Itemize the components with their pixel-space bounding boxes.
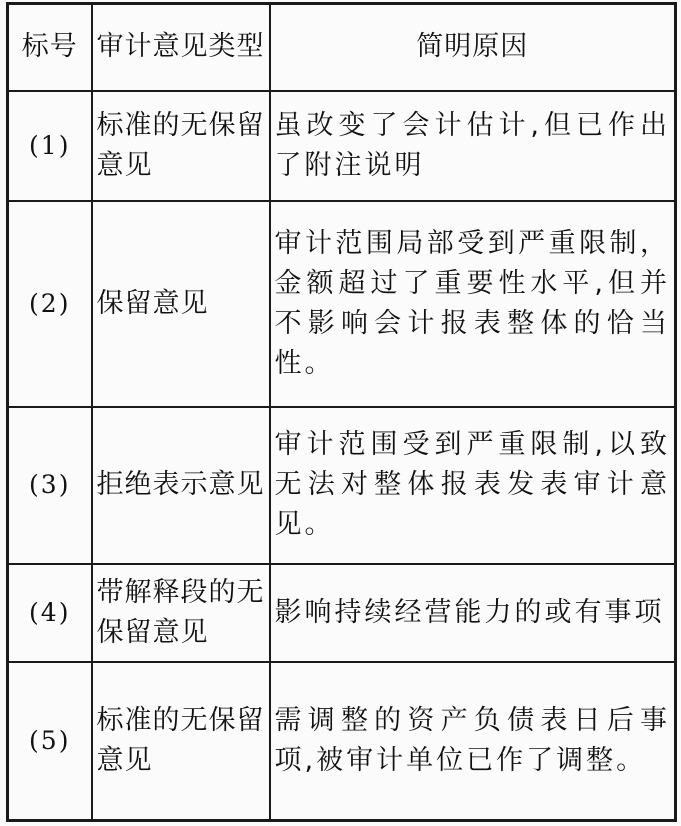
table-row [8, 564, 676, 662]
header-opinion-type: 审计意见类型 [92, 4, 270, 91]
row-number: (4) [8, 564, 92, 662]
row-opinion-type: 标准的无保留意见 [92, 662, 270, 821]
row-opinion-type: 带解释段的无保留意见 [92, 564, 270, 662]
table-row [8, 407, 676, 564]
row-reason: 审计范围局部受到严重限制，金额超过了重要性水平,但并不影响会计报表整体的恰当性。 [270, 201, 676, 407]
row-number: (2) [8, 201, 92, 407]
header-number: 标号 [8, 4, 92, 91]
row-number: (1) [8, 91, 92, 201]
row-number: (5) [8, 662, 92, 821]
row-reason: 虽改变了会计估计,但已作出了附注说明 [270, 91, 676, 201]
table-body [8, 91, 676, 821]
header-reason: 简明原因 [270, 4, 676, 91]
row-opinion-type: 拒绝表示意见 [92, 407, 270, 564]
table-row [8, 201, 676, 407]
table-row [8, 662, 676, 821]
row-reason: 审计范围受到严重限制,以致无法对整体报表发表审计意见。 [270, 407, 676, 564]
row-number: (3) [8, 407, 92, 564]
row-reason: 影响持续经营能力的或有事项 [270, 564, 676, 662]
table-row [8, 91, 676, 201]
header-row [8, 4, 676, 91]
table-header [8, 4, 676, 91]
row-opinion-type: 保留意见 [92, 201, 270, 407]
row-reason: 需调整的资产负债表日后事项,被审计单位已作了调整。 [270, 662, 676, 821]
audit-opinion-table [6, 2, 677, 822]
row-opinion-type: 标准的无保留意见 [92, 91, 270, 201]
